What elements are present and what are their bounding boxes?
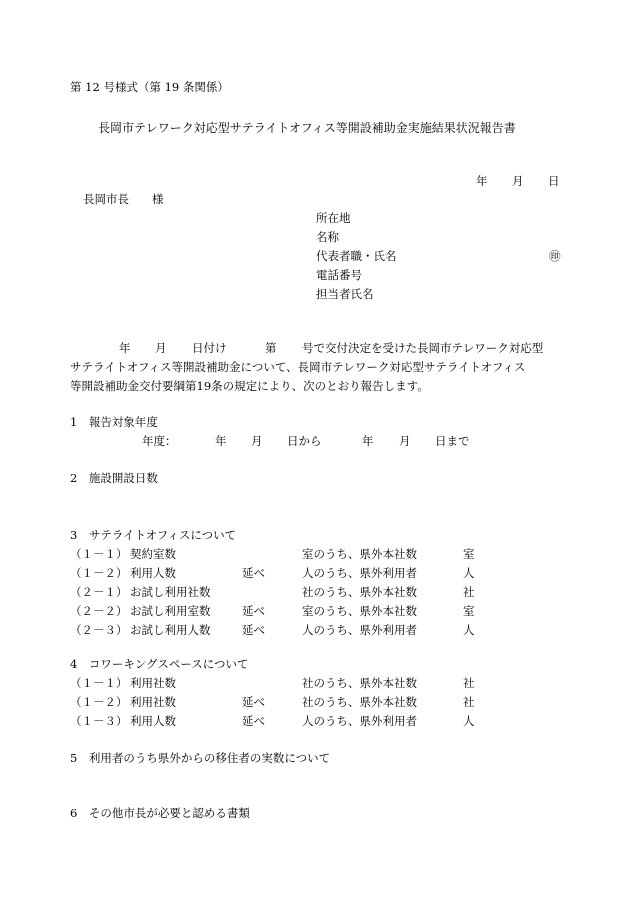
section5-heading: 5 利用者のうち県外からの移住者の実数について [70, 751, 331, 765]
row-nobe: 延べ [242, 566, 265, 580]
period-year-to: 年 [362, 434, 374, 448]
row-breakdown: 人のうち、県外利用者 [302, 566, 417, 580]
row-unit: 社 [463, 585, 475, 599]
body-line1-rest: 号で交付決定を受けた長岡市テレワーク対応型 [302, 341, 544, 355]
row-number: （１－１） [70, 547, 128, 561]
row-unit: 人 [463, 714, 475, 728]
row-number: （１－３） [70, 714, 128, 728]
row-label: 利用社数 [130, 695, 176, 709]
row-label: 利用人数 [130, 566, 176, 580]
date-day: 日 [548, 174, 560, 188]
row-number: （２－１） [70, 585, 128, 599]
applicant-phone-label: 電話番号 [316, 268, 362, 282]
body-dated: 日付け [192, 341, 227, 355]
row-label: 利用社数 [130, 676, 176, 690]
row-unit: 人 [463, 623, 475, 637]
row-breakdown: 社のうち、県外本社数 [302, 585, 417, 599]
body-line3: 等開設補助金交付要綱第19条の規定により、次のとおり報告します。 [70, 379, 429, 393]
form-label: 第 12 号様式（第 19 条関係） [70, 80, 229, 94]
date-year: 年 [476, 174, 488, 188]
row-breakdown: 室のうち、県外本社数 [302, 604, 417, 618]
period-month-from: 月 [251, 434, 263, 448]
row-breakdown: 人のうち、県外利用者 [302, 623, 417, 637]
period-month-to: 月 [399, 434, 411, 448]
section2-heading: 2 施設開設日数 [70, 471, 158, 485]
row-unit: 室 [463, 604, 475, 618]
row-label: 利用人数 [130, 714, 176, 728]
row-nobe: 延べ [242, 714, 265, 728]
row-number: （１－２） [70, 566, 128, 580]
body-year: 年 [119, 341, 131, 355]
date-month: 月 [512, 174, 524, 188]
body-number: 第 [265, 341, 277, 355]
row-unit: 社 [463, 676, 475, 690]
addressee: 長岡市長 様 [83, 192, 164, 206]
period-year-from: 年 [215, 434, 227, 448]
section1-heading: 1 報告対象年度 [70, 415, 158, 429]
row-nobe: 延べ [242, 604, 265, 618]
page-title: 長岡市テレワーク対応型サテライトオフィス等開設補助金実施結果状況報告書 [98, 121, 516, 135]
row-nobe: 延べ [242, 695, 265, 709]
applicant-name-label: 名称 [316, 230, 339, 244]
seal-mark: ㊞ [549, 249, 561, 263]
body-line2: サテライトオフィス等開設補助金について、長岡市テレワーク対応型サテライトオフィス [70, 360, 526, 374]
row-breakdown: 社のうち、県外本社数 [302, 695, 417, 709]
applicant-representative-label: 代表者職・氏名 [316, 249, 397, 263]
row-unit: 人 [463, 566, 475, 580]
applicant-contact-label: 担当者氏名 [316, 287, 374, 301]
row-breakdown: 社のうち、県外本社数 [302, 676, 417, 690]
row-label: お試し利用室数 [130, 604, 211, 618]
section6-heading: 6 その他市長が必要と認める書類 [70, 806, 250, 820]
row-label: 契約室数 [130, 547, 176, 561]
applicant-address-label: 所在地 [316, 211, 351, 225]
section4-heading: 4 コワーキングスペースについて [70, 657, 249, 671]
row-nobe: 延べ [242, 623, 265, 637]
row-unit: 社 [463, 695, 475, 709]
row-breakdown: 室のうち、県外本社数 [302, 547, 417, 561]
period-nendo: 年度： [142, 434, 177, 448]
row-number: （１－１） [70, 676, 128, 690]
row-number: （１－２） [70, 695, 128, 709]
section3-heading: 3 サテライトオフィスについて [70, 528, 237, 542]
body-month: 月 [155, 341, 167, 355]
row-number: （２－３） [70, 623, 128, 637]
period-day-from: 日から [287, 434, 322, 448]
row-unit: 室 [463, 547, 475, 561]
row-breakdown: 人のうち、県外利用者 [302, 714, 417, 728]
row-label: お試し利用人数 [130, 623, 211, 637]
period-day-to: 日まで [435, 434, 470, 448]
row-label: お試し利用社数 [130, 585, 211, 599]
row-number: （２－２） [70, 604, 128, 618]
